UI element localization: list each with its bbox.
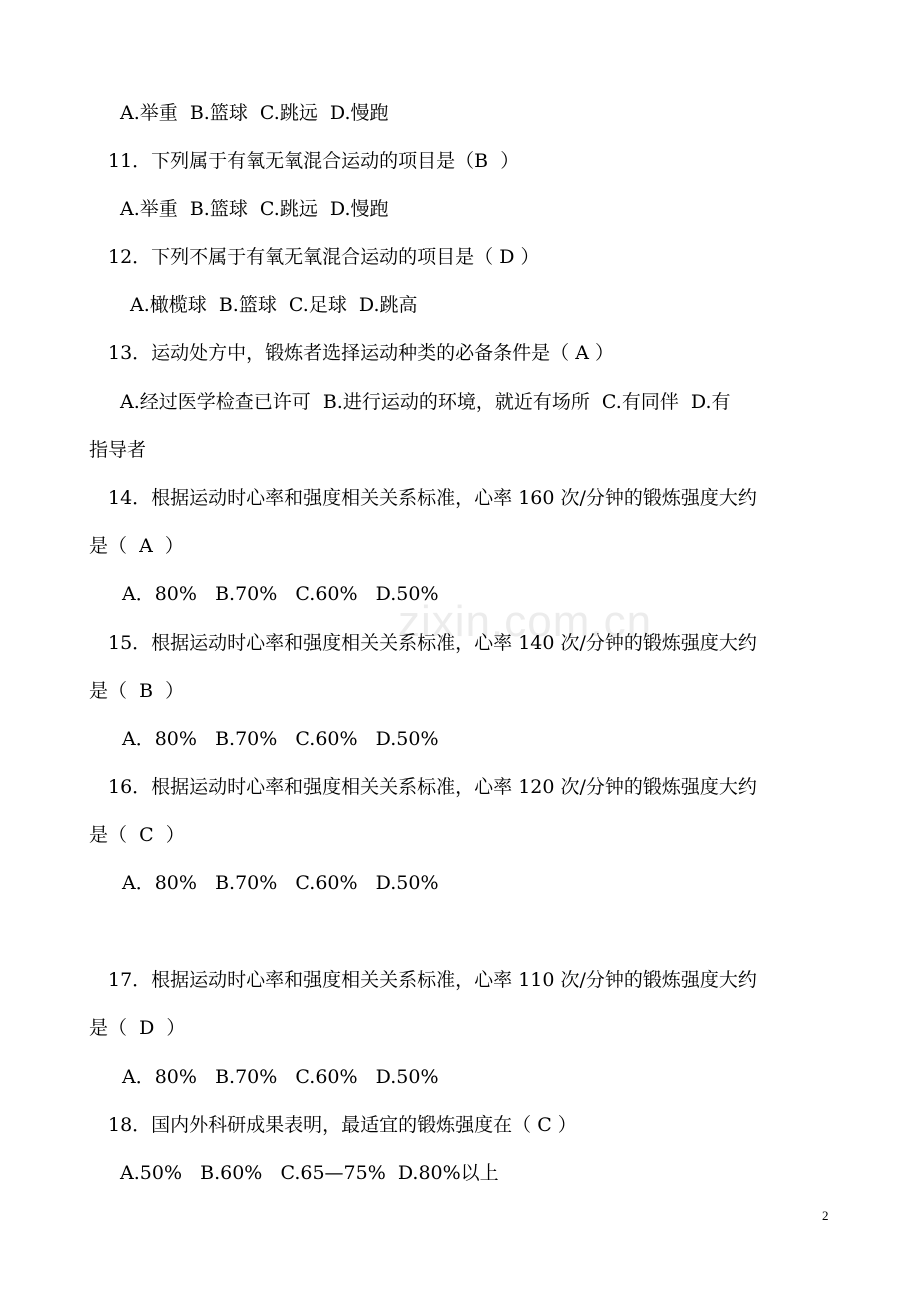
question-16-cont: 是（ C ） — [89, 824, 185, 846]
option-line-q13-cont: 指导者 — [89, 439, 147, 461]
question-14-cont: 是（ A ） — [89, 535, 184, 557]
question-11: 11．下列属于有氧无氧混合运动的项目是（B ） — [108, 150, 520, 172]
question-12: 12．下列不属于有氧无氧混合运动的项目是（ D ） — [108, 246, 540, 268]
option-line-q13: A.经过医学检查已许可 B.进行运动的环境，就近有场所 C.有同伴 D.有 — [120, 391, 731, 413]
option-line-q14: A．80% B.70% C.60% D.50% — [122, 583, 439, 605]
question-15-cont: 是（ B ） — [89, 680, 185, 702]
page-number: 2 — [822, 1208, 829, 1223]
option-line-q15: A．80% B.70% C.60% D.50% — [122, 728, 439, 750]
question-15: 15．根据运动时心率和强度相关关系标准，心率 140 次/分钟的锻炼强度大约 — [108, 632, 757, 654]
option-line-q16: A．80% B.70% C.60% D.50% — [122, 872, 439, 894]
option-line-q17: A．80% B.70% C.60% D.50% — [122, 1066, 439, 1088]
question-13: 13．运动处方中，锻炼者选择运动种类的必备条件是（ A ） — [108, 342, 614, 364]
question-17-cont: 是（ D ） — [89, 1017, 186, 1039]
option-line-q18: A.50% B.60% C.65—75% D.80%以上 — [120, 1162, 499, 1184]
watermark: zixin.com.cn — [398, 597, 653, 646]
option-line-q11: A.举重 B.篮球 C.跳远 D.慢跑 — [120, 198, 389, 220]
question-16: 16．根据运动时心率和强度相关关系标准，心率 120 次/分钟的锻炼强度大约 — [108, 776, 757, 798]
option-line-q10: A.举重 B.篮球 C.跳远 D.慢跑 — [120, 102, 389, 124]
question-14: 14．根据运动时心率和强度相关关系标准，心率 160 次/分钟的锻炼强度大约 — [108, 487, 757, 509]
question-18: 18．国内外科研成果表明，最适宜的锻炼强度在（ C ） — [108, 1114, 577, 1136]
option-line-q12: A.橄榄球 B.篮球 C.足球 D.跳高 — [130, 294, 418, 316]
question-17: 17．根据运动时心率和强度相关关系标准，心率 110 次/分钟的锻炼强度大约 — [108, 969, 757, 991]
